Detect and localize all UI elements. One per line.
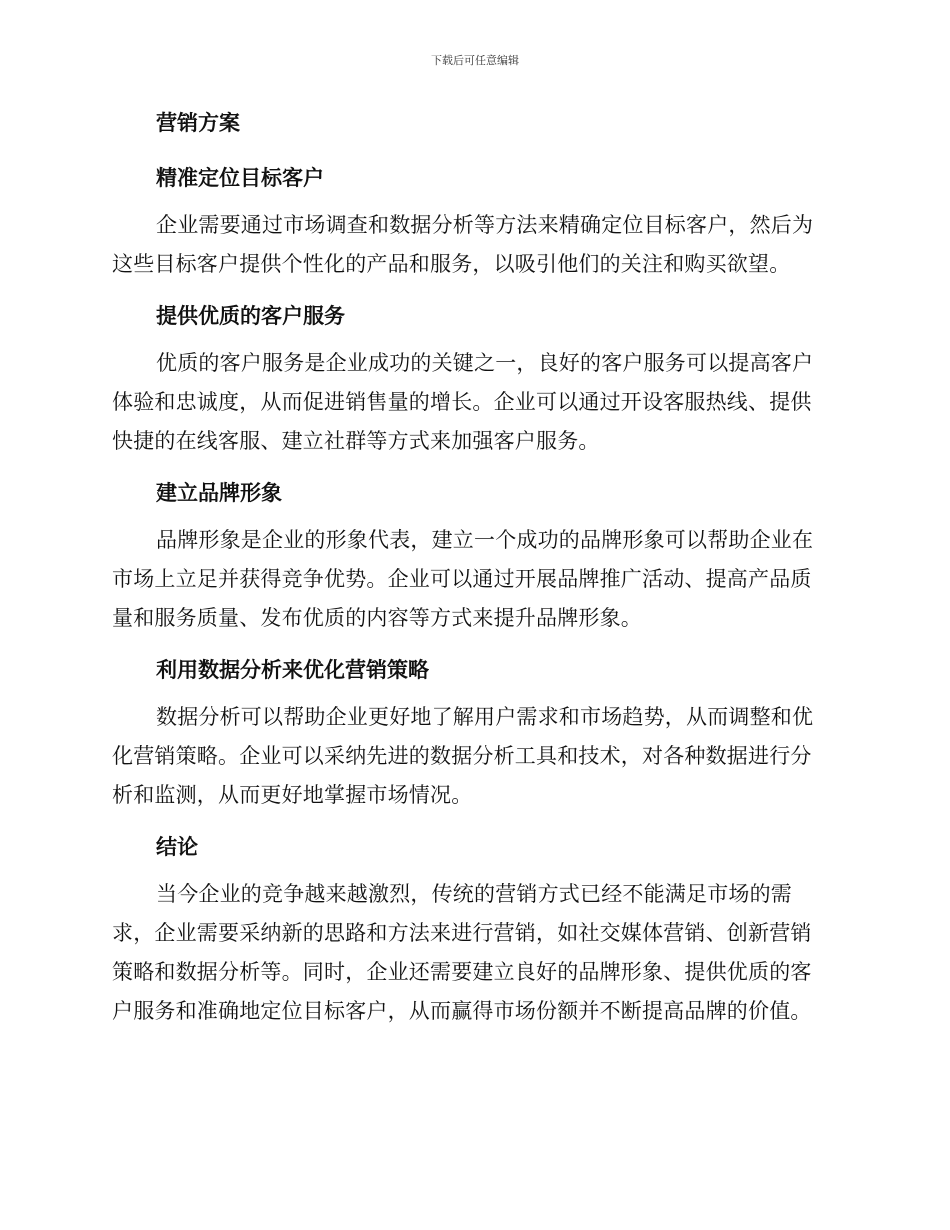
paragraph-line: 快捷的在线客服、建立社群等方式来加强客户服务。 xyxy=(112,429,600,453)
section-heading-brand-image: 建立品牌形象 xyxy=(156,480,282,505)
paragraph-line: 析和监测，从而更好地掌握市场情况。 xyxy=(112,783,473,807)
paragraph-line: 品牌形象是企业的形象代表，建立一个成功的品牌形象可以帮助企业在 xyxy=(156,528,814,552)
paragraph-line: 数据分析可以帮助企业更好地了解用户需求和市场趋势，从而调整和优 xyxy=(156,705,814,729)
paragraph-line: 企业需要通过市场调查和数据分析等方法来精确定位目标客户，然后为 xyxy=(156,213,814,237)
paragraph-line: 策略和数据分析等。同时，企业还需要建立良好的品牌形象、提供优质的客 xyxy=(112,960,812,984)
section-paragraph-customer-service xyxy=(112,344,832,461)
paragraph-line: 优质的客户服务是企业成功的关键之一，良好的客户服务可以提高客户 xyxy=(156,351,814,375)
document-body xyxy=(112,108,832,1031)
paragraph-line: 这些目标客户提供个性化的产品和服务，以吸引他们的关注和购买欲望。 xyxy=(112,252,791,276)
page-header-note: 下载后可任意编辑 xyxy=(431,54,519,67)
paragraph-line: 量和服务质量、发布优质的内容等方式来提升品牌形象。 xyxy=(112,606,642,630)
section-heading-target-customers: 精准定位目标客户 xyxy=(156,165,324,190)
section-paragraph-data-analysis xyxy=(112,698,832,815)
section-heading-customer-service: 提供优质的客户服务 xyxy=(156,303,345,328)
paragraph-line: 当今企业的竞争越来越激烈，传统的营销方式已经不能满足市场的需 xyxy=(156,882,792,906)
paragraph-line: 户服务和准确地定位目标客户，从而赢得市场份额并不断提高品牌的价值。 xyxy=(112,999,812,1023)
document-title: 营销方案 xyxy=(156,110,240,135)
section-heading-data-analysis: 利用数据分析来优化营销策略 xyxy=(156,657,429,682)
paragraph-line: 求，企业需要采纳新的思路和方法来进行营销，如社交媒体营销、创新营销 xyxy=(112,921,812,945)
paragraph-line: 体验和忠诚度，从而促进销售量的增长。企业可以通过开设客服热线、提供 xyxy=(112,390,812,414)
section-paragraph-brand-image xyxy=(112,521,832,638)
section-paragraph-conclusion xyxy=(112,875,832,1031)
section-heading-conclusion: 结论 xyxy=(156,834,198,859)
section-paragraph-target-customers xyxy=(112,206,832,284)
paragraph-line: 市场上立足并获得竞争优势。企业可以通过开展品牌推广活动、提高产品质 xyxy=(112,567,812,591)
paragraph-line: 化营销策略。企业可以采纳先进的数据分析工具和技术，对各种数据进行分 xyxy=(112,744,812,768)
